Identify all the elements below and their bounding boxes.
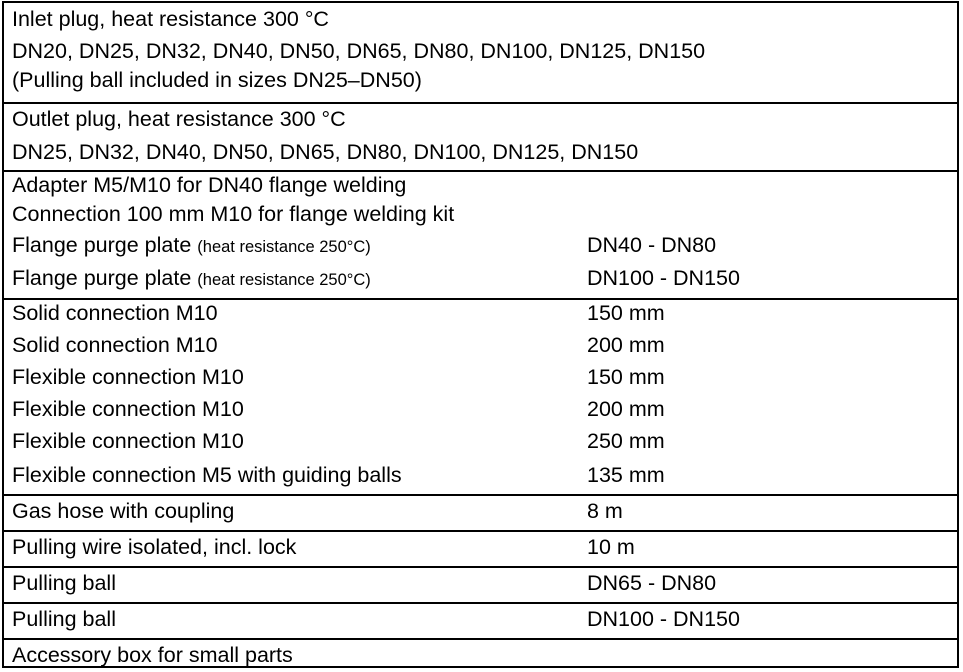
item-size: DN100 - DN150 — [587, 266, 740, 290]
item-size: 200 mm — [587, 397, 665, 421]
item-name: Pulling ball — [12, 607, 116, 631]
item-name: Outlet plug, heat resistance 300 °C — [12, 107, 346, 131]
table-row-group — [4, 298, 957, 494]
table-row — [12, 303, 957, 325]
table-row-group — [4, 170, 957, 298]
table-row-group — [4, 638, 957, 670]
table-row-group — [4, 3, 957, 102]
table-row-group — [4, 566, 957, 602]
table-row — [12, 41, 957, 63]
item-name: Pulling wire isolated, incl. lock — [12, 535, 297, 559]
item-size: 10 m — [587, 535, 635, 559]
item-name: Flexible connection M5 with guiding balls — [12, 463, 402, 487]
item-name: Flexible connection M10 — [12, 365, 244, 389]
table-row-group — [4, 530, 957, 566]
item-size: 200 mm — [587, 333, 665, 357]
item-name: Flexible connection M10 — [12, 397, 244, 421]
table-row — [12, 235, 957, 257]
item-size: 150 mm — [587, 301, 665, 325]
table-row — [12, 609, 957, 631]
item-name: Gas hose with coupling — [12, 499, 235, 523]
item-size: 135 mm — [587, 463, 665, 487]
table-row — [12, 142, 957, 164]
item-name: Flange purge plate — [12, 266, 198, 290]
table-row — [12, 537, 957, 559]
table-row — [12, 573, 957, 595]
table-row — [12, 399, 957, 421]
item-size: 250 mm — [587, 429, 665, 453]
table-row — [12, 335, 957, 357]
table-row — [12, 175, 957, 197]
table-row — [12, 268, 957, 290]
item-name: DN20, DN25, DN32, DN40, DN50, DN65, DN80, DN100, DN125, DN150 — [12, 39, 706, 63]
item-name: Connection 100 mm M10 for flange welding kit — [12, 202, 455, 226]
table-row — [12, 204, 957, 226]
item-name: Solid connection M10 — [12, 333, 218, 357]
item-name: (Pulling ball included in sizes DN25–DN50) — [12, 68, 422, 92]
table-row — [12, 645, 957, 667]
table-row-group — [4, 602, 957, 638]
item-name: Solid connection M10 — [12, 301, 218, 325]
table-row — [12, 501, 957, 523]
item-name: Accessory box for small parts — [12, 643, 293, 667]
table-row — [12, 109, 957, 131]
table-row — [12, 367, 957, 389]
item-size: 150 mm — [587, 365, 665, 389]
table-row — [12, 465, 957, 487]
table-row — [12, 431, 957, 453]
item-size: DN40 - DN80 — [587, 233, 717, 257]
item-name: Inlet plug, heat resistance 300 °C — [12, 7, 329, 31]
item-note: (heat resistance 250°C) — [197, 271, 371, 289]
item-size: 8 m — [587, 499, 623, 523]
item-name: DN25, DN32, DN40, DN50, DN65, DN80, DN100, DN125, DN150 — [12, 140, 639, 164]
table-row-group — [4, 102, 957, 170]
item-name: Flange purge plate — [12, 233, 198, 257]
item-size: DN100 - DN150 — [587, 607, 740, 631]
item-note: (heat resistance 250°C) — [197, 238, 371, 256]
table-row — [12, 70, 957, 92]
accessories-table — [2, 1, 959, 668]
item-name: Adapter M5/M10 for DN40 flange welding — [12, 173, 407, 197]
item-name: Flexible connection M10 — [12, 429, 244, 453]
table-row — [12, 9, 957, 31]
item-size: DN65 - DN80 — [587, 571, 717, 595]
table-row-group — [4, 494, 957, 530]
item-name: Pulling ball — [12, 571, 116, 595]
